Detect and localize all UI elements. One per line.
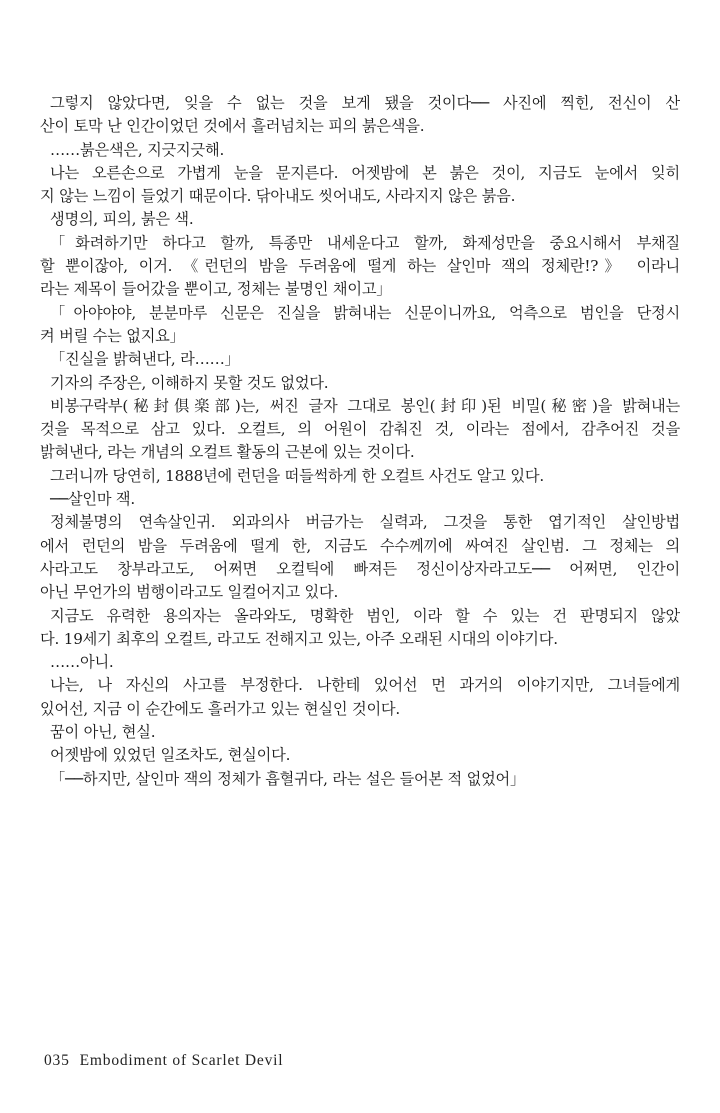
text-line: ……아니. [50,653,114,672]
page-footer [44,1052,283,1070]
text-line: 그러니까 당연히, 1888년에 런던을 떠들썩하게 한 오컬트 사건도 알고 있다. [50,466,544,485]
text-line: ──살인마 잭. [50,490,136,509]
text-line: 「화려하기만 하다고 할까, 특종만 내세운다고 할까, 화제성만을 중요시해서 부채질 [50,233,680,252]
book-title: Embodiment of Scarlet Devil [79,1052,284,1069]
text-line: 아닌 무언가의 범행이라고도 일컬어지고 있다. [40,583,339,602]
text-line: 밝혀낸다, 라는 개념의 오컬트 활동의 근본에 있는 것이다. [40,443,415,462]
text-line: 지 않는 느낌이 들었기 때문이다. 닦아내도 씻어내도, 사라지지 않은 붉음. [40,187,516,206]
text-line: 켜 버릴 수는 없지요」 [40,326,185,345]
text-line: 지금도 유력한 용의자는 올라와도, 명확한 범인, 이라 할 수 있는 건 판명되지 않았 [50,606,680,625]
text-line: 다. 19세기 최후의 오컬트, 라고도 전해지고 있는, 아주 오래된 시대의 이야기다. [40,629,558,648]
text-line: 어젯밤에 있었던 일조차도, 현실이다. [50,746,291,765]
text-line: 「진실을 밝혀낸다, 라……」 [50,350,240,369]
text-line: 꿈이 아닌, 현실. [50,723,156,742]
text-line: 비봉구락부(秘封倶楽部)는, 써진 글자 그대로 봉인(封印)된 비밀(秘密)을 밝혀내는 [50,396,680,415]
text-line: 라는 제목이 들어갔을 뿐이고, 정체는 불명인 채이고」 [40,280,392,299]
text-line: 산이 토막 난 인간이었던 것에서 흘러넘치는 피의 붉은색을. [40,117,425,136]
page-number: 035 [44,1052,70,1069]
text-line: 사라고도 창부라고도, 어쩌면 오컬틱에 빠져든 정신이상자라고도── 어쩌면, 인간이 [40,559,680,578]
text-line: 「아야야야, 분분마루 신문은 진실을 밝혀내는 신문이니까요, 억측으로 범인을 단정시 [50,303,680,322]
body-text [40,92,680,791]
text-line: 것을 목적으로 삼고 있다. 오컬트, 의 어원이 감춰진 것, 이라는 점에서, 감추어진 것을 [40,420,680,439]
text-line: 있어선, 지금 이 순간에도 흘러가고 있는 현실인 것이다. [40,699,401,718]
text-line: 에서 런던의 밤을 두려움에 떨게 한, 지금도 수수께끼에 싸여진 살인범. 그 정체는 의 [40,536,680,555]
text-line: 나는 오른손으로 가볍게 눈을 문지른다. 어젯밤에 본 붉은 것이, 지금도 눈에서 잊히 [50,163,680,182]
text-line: 「──하지만, 살인마 잭의 정체가 흡혈귀다, 라는 설은 들어본 적 없었어」 [50,769,526,788]
text-line: 기자의 주장은, 이해하지 못할 것도 없었다. [50,373,329,392]
text-line: 할 뿐이잖아, 이거. 《런던의 밤을 두려움에 떨게 하는 살인마 잭의 정체란!?》 이라니 [40,257,680,276]
text-line: ……붉은색은, 지긋지긋해. [50,140,225,159]
text-line: 나는, 나 자신의 사고를 부정한다. 나한테 있어선 먼 과거의 이야기지만, 그녀들에게 [50,676,680,695]
text-line: 그렇지 않았다면, 잊을 수 없는 것을 보게 됐을 것이다── 사진에 찍힌, 전신이 산 [50,94,680,112]
text-line: 정체불명의 연속살인귀. 외과의사 버금가는 실력과, 그것을 통한 엽기적인 살인방법 [50,513,680,532]
text-line: 생명의, 피의, 붉은 색. [50,210,194,229]
